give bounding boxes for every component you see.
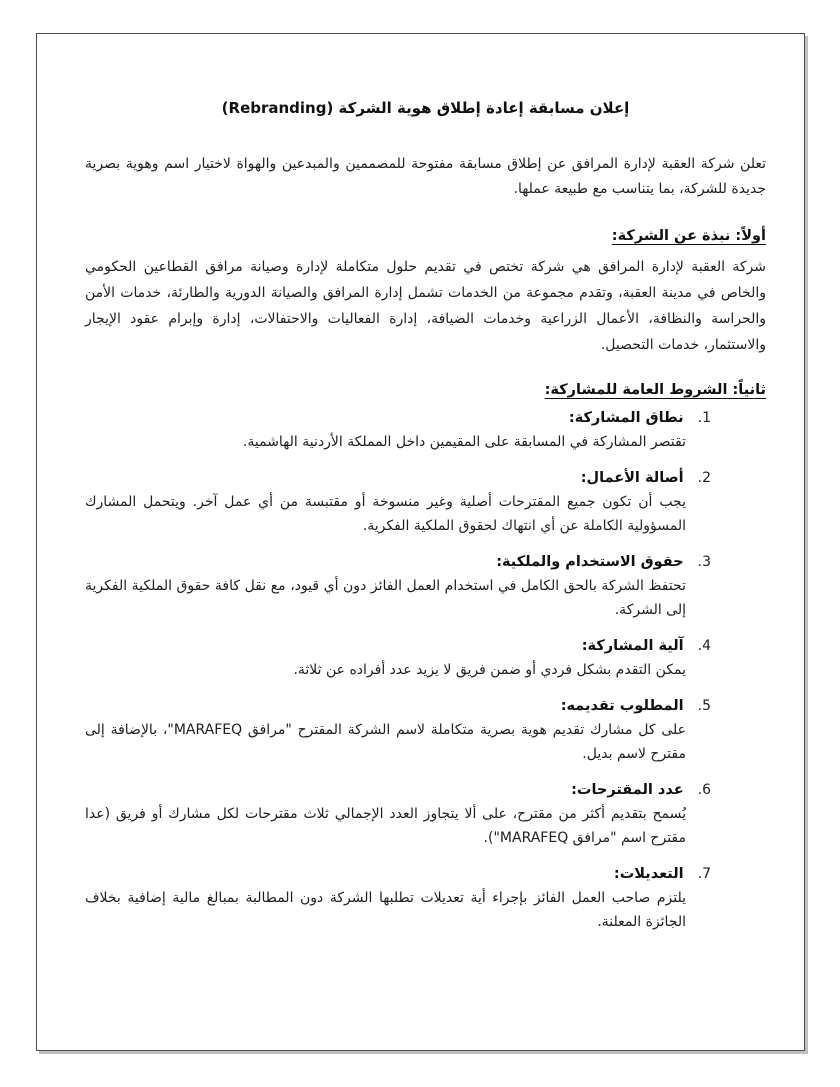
item-number: 1.	[697, 410, 711, 426]
item-number: 6.	[697, 782, 711, 798]
item-heading-row	[85, 778, 766, 802]
item-body: يجب أن تكون جميع المقترحات أصلية وغير منسوخة أو مقتبسة من أي عمل آخر. ويتحمل المشارك المسؤولية الكاملة عن أي انتهاك لحقوق الملكية الفكرية.	[85, 494, 686, 534]
item-number: 7.	[697, 866, 711, 882]
item-heading: آلية المشاركة:	[581, 638, 684, 654]
item-body: يمكن التقدم بشكل فردي أو ضمن فريق لا يزيد عدد أفراده عن ثلاثة.	[293, 662, 686, 678]
item-number: 5.	[697, 698, 711, 714]
intro-paragraph: تعلن شركة العقبة لإدارة المرافق عن إطلاق مسابقة مفتوحة للمصممين والمبدعين والهواة لاختيار اسم وهوية بصرية جديدة للشركة، بما يتناسب مع طبيعة عملها.	[85, 156, 766, 197]
item-heading: نطاق المشاركة:	[568, 410, 684, 426]
page-border-frame	[36, 33, 805, 1051]
item-body: على كل مشارك تقديم هوية بصرية متكاملة لاسم الشركة المقترح "مرافق MARAFEQ"، بالإضافة إلى مقترح لاسم بديل.	[85, 722, 686, 762]
terms-list	[85, 406, 766, 934]
list-item	[85, 694, 766, 766]
item-body: يُسمح بتقديم أكثر من مقترح، على ألا يتجاوز العدد الإجمالي ثلاث مقترحات لكل مشارك أو فريق (عدا مقترح اسم "مرافق MARAFEQ").	[85, 806, 686, 846]
document-title: إعلان مسابقة إعادة إطلاق هوية الشركة (Rebranding)	[221, 99, 630, 117]
list-item	[85, 862, 766, 934]
section-about-paragraph: شركة العقبة لإدارة المرافق هي شركة تختص في تقديم حلول متكاملة لإدارة وصيانة مرافق القطاعين الحكومي والخاص في مدينة العقبة، وتقدم مجموعة من الخدمات تشمل إدارة المرافق والصيانة الدورية والطارئة، خدمات الأمن والحراسة والنظافة، الأعمال الزراعية وخدمات الضيافة، إدارة الفعاليات والاحتفالات، إدارة وإبرام عقود الإيجار والاستثمار، خدمات التحصيل.	[85, 259, 766, 353]
list-item	[85, 778, 766, 850]
list-item	[85, 466, 766, 538]
item-number: 3.	[697, 554, 711, 570]
item-body: تحتفظ الشركة بالحق الكامل في استخدام العمل الفائز دون أي قيود، مع نقل كافة حقوق الملكية الفكرية إلى الشركة.	[85, 578, 686, 618]
item-body: يلتزم صاحب العمل الفائز بإجراء أية تعديلات تطلبها الشركة دون المطالبة بمبالغ مالية إضافية بخلاف الجائزة المعلنة.	[85, 890, 686, 930]
item-heading-row	[85, 634, 766, 658]
section-terms-heading: ثانياً: الشروط العامة للمشاركة:	[544, 382, 766, 398]
item-heading: عدد المقترحات:	[571, 782, 684, 798]
list-item	[85, 634, 766, 682]
item-number: 4.	[697, 638, 711, 654]
item-body: تقتصر المشاركة في المسابقة على المقيمين داخل المملكة الأردنية الهاشمية.	[242, 434, 686, 450]
item-heading-row	[85, 694, 766, 718]
item-number: 2.	[697, 470, 711, 486]
item-heading-row	[85, 406, 766, 430]
item-heading-row	[85, 550, 766, 574]
section-about-heading: أولاً: نبذة عن الشركة:	[611, 228, 766, 244]
item-heading-row	[85, 862, 766, 886]
item-heading: حقوق الاستخدام والملكية:	[496, 554, 684, 570]
list-item	[85, 406, 766, 454]
item-heading: المطلوب تقديمه:	[560, 698, 684, 714]
item-heading: التعديلات:	[613, 866, 684, 882]
list-item	[85, 550, 766, 622]
item-heading: أصالة الأعمال:	[580, 470, 684, 486]
item-heading-row	[85, 466, 766, 490]
